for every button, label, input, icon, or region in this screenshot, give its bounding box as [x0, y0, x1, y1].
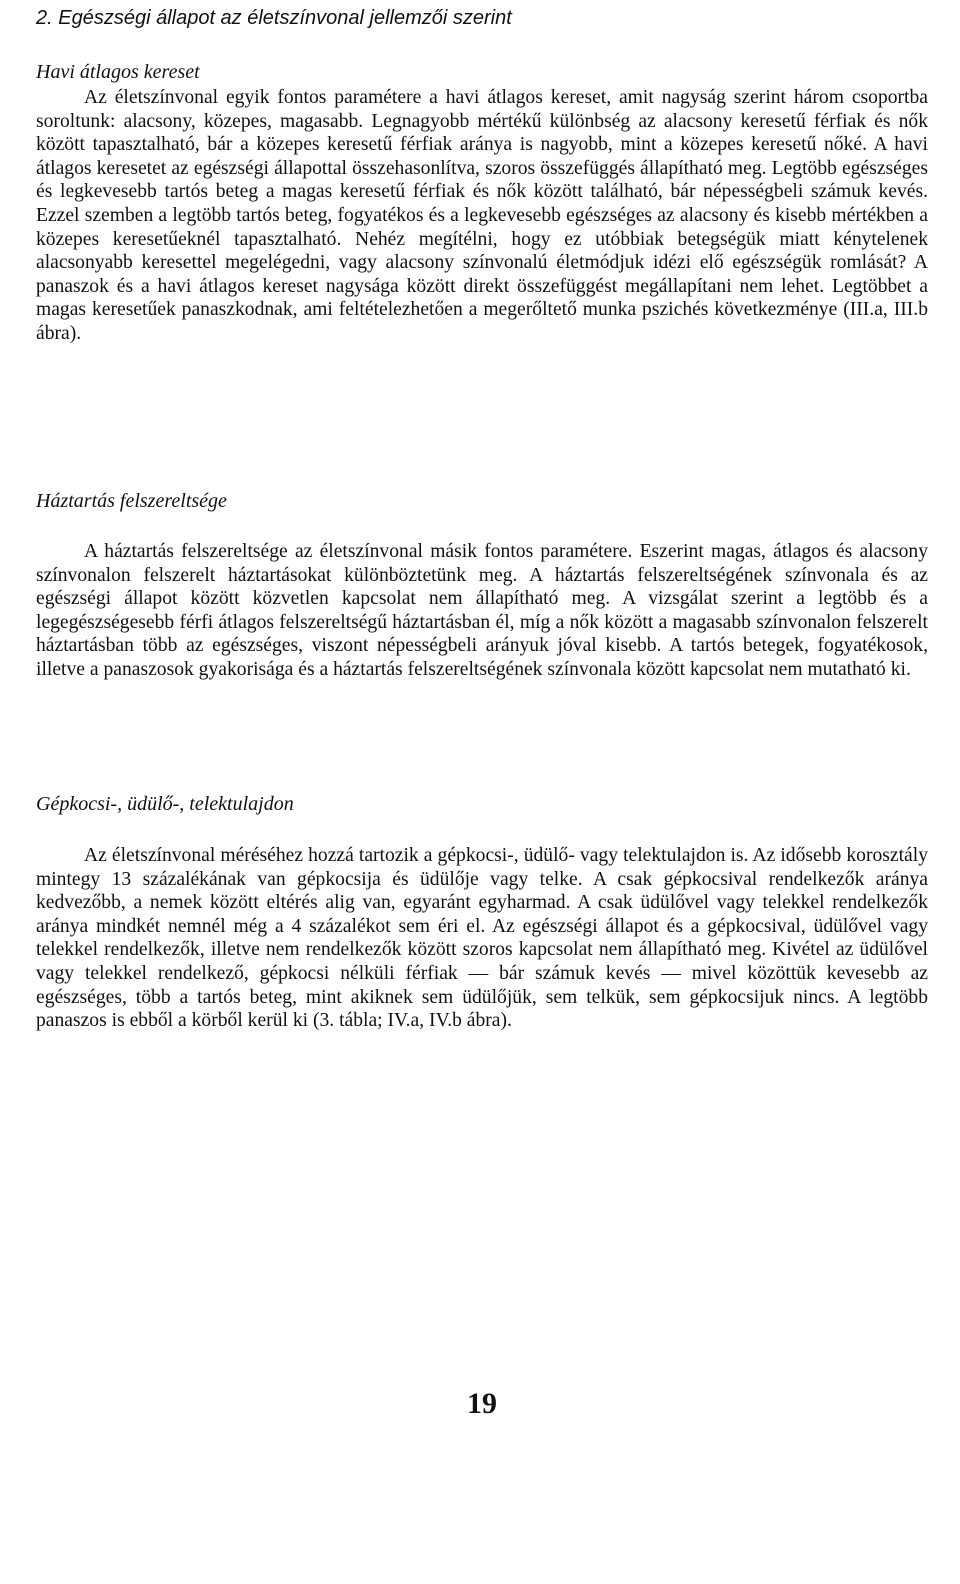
section-heading-gepkocsi-udulo-telektulajdon: Gépkocsi-, üdülő-, telektulajdon: [36, 793, 294, 815]
chapter-title: 2. Egészségi állapot az életszínvonal jellemzői szerint: [36, 7, 512, 29]
paragraph-gepkocsi-udulo-telektulajdon: Az életszínvonal méréséhez hozzá tartozik a gépkocsi-, üdülő- vagy telektulajdon is. Az idősebb korosztály mintegy 13 százalékának van gépkocsija és üdülője vagy telke. A csak gépkocsival rendelkezők aránya kedvezőbb, a nemek között eltérés alig van, egyaránt egyharmad. A csak üdülővel vagy telekkel rendelkezők aránya mindkét nemnél még a 4 százalékot sem éri el. Az egészségi állapot és a gépkocsival, üdülővel vagy telekkel rendelkezők, illetve nem rendelkezők között szoros kapcsolat nem állapítható meg. Kivétel az üdülővel vagy telekkel rendelkező, gépkocsi nélküli férfiak — bár számuk kevés — mivel közöttük kevesebb az egészséges, több a tartós beteg, mint akiknek sem üdülőjük, sem telkük, sem gépkocsijuk nincs. A legtöbb panaszos is ebből a körből kerül ki (3. tábla; IV.a, IV.b ábra).: [36, 845, 928, 1032]
paragraph-havi-atlagos-kereset: Az életszínvonal egyik fontos paramétere a havi átlagos kereset, amit nagyság szerint három csoportba soroltunk: alacsony, közepes, magasabb. Legnagyobb mértékű különbség az alacsony keresetű férfiak és nők között tapasztalható, bár a közepes keresetű férfiak aránya is nagyobb, mint a közepes keresetű nőké. A havi átlagos keresetet az egészségi állapottal összehasonlítva, szoros összefüggés állapítható meg. Legtöbb egészséges és legkevesebb tartós beteg a magas keresetű férfiak és nők között található, bár népességbeli számuk kevés. Ezzel szemben a legtöbb tartós beteg, fogyatékos és a legkevesebb egészséges az alacsony és kisebb mértékben a közepes keresetűeknél tapasztalható. Nehéz megítélni, hogy ez utóbbiak betegségük miatt kénytelenek alacsonyabb keresettel megelégedni, vagy alacsony színvonalú életmódjuk idézi elő egészségük romlását? A panaszok és a havi átlagos kereset nagysága között direkt összefüggést megállapítani nem lehet. Legtöbbet a magas keresetűek panaszkodnak, ami feltételezhetően a megerőltető munka pszichés következménye (III.a, III.b ábra).: [36, 87, 928, 344]
document-page: [36, 0, 928, 1584]
section-heading-havi-atlagos-kereset: Havi átlagos kereset: [36, 61, 200, 83]
paragraph-haztartas-felszereltsege: A háztartás felszereltsége az életszínvonal másik fontos paramétere. Eszerint magas, átlagos és alacsony színvonalon felszerelt háztartásokat különböztetünk meg. A háztartás felszereltségének színvonala és az egészségi állapot között közvetlen kapcsolat nem állapítható meg. A vizsgálat szerint a legtöbb és a legegészségesebb férfi átlagos felszereltségű háztartásban él, míg a nők között a magasabb színvonalon felszerelt háztartásban több az egészséges, viszont népességbeli arányuk jóval kisebb. A tartós betegek, fogyatékosok, illetve a panaszosok gyakorisága és a háztartás felszereltségének színvonala között kapcsolat nem mutatható ki.: [36, 541, 928, 680]
page-number: 19: [467, 1387, 497, 1420]
section-heading-haztartas-felszereltsege: Háztartás felszereltsége: [36, 490, 227, 512]
